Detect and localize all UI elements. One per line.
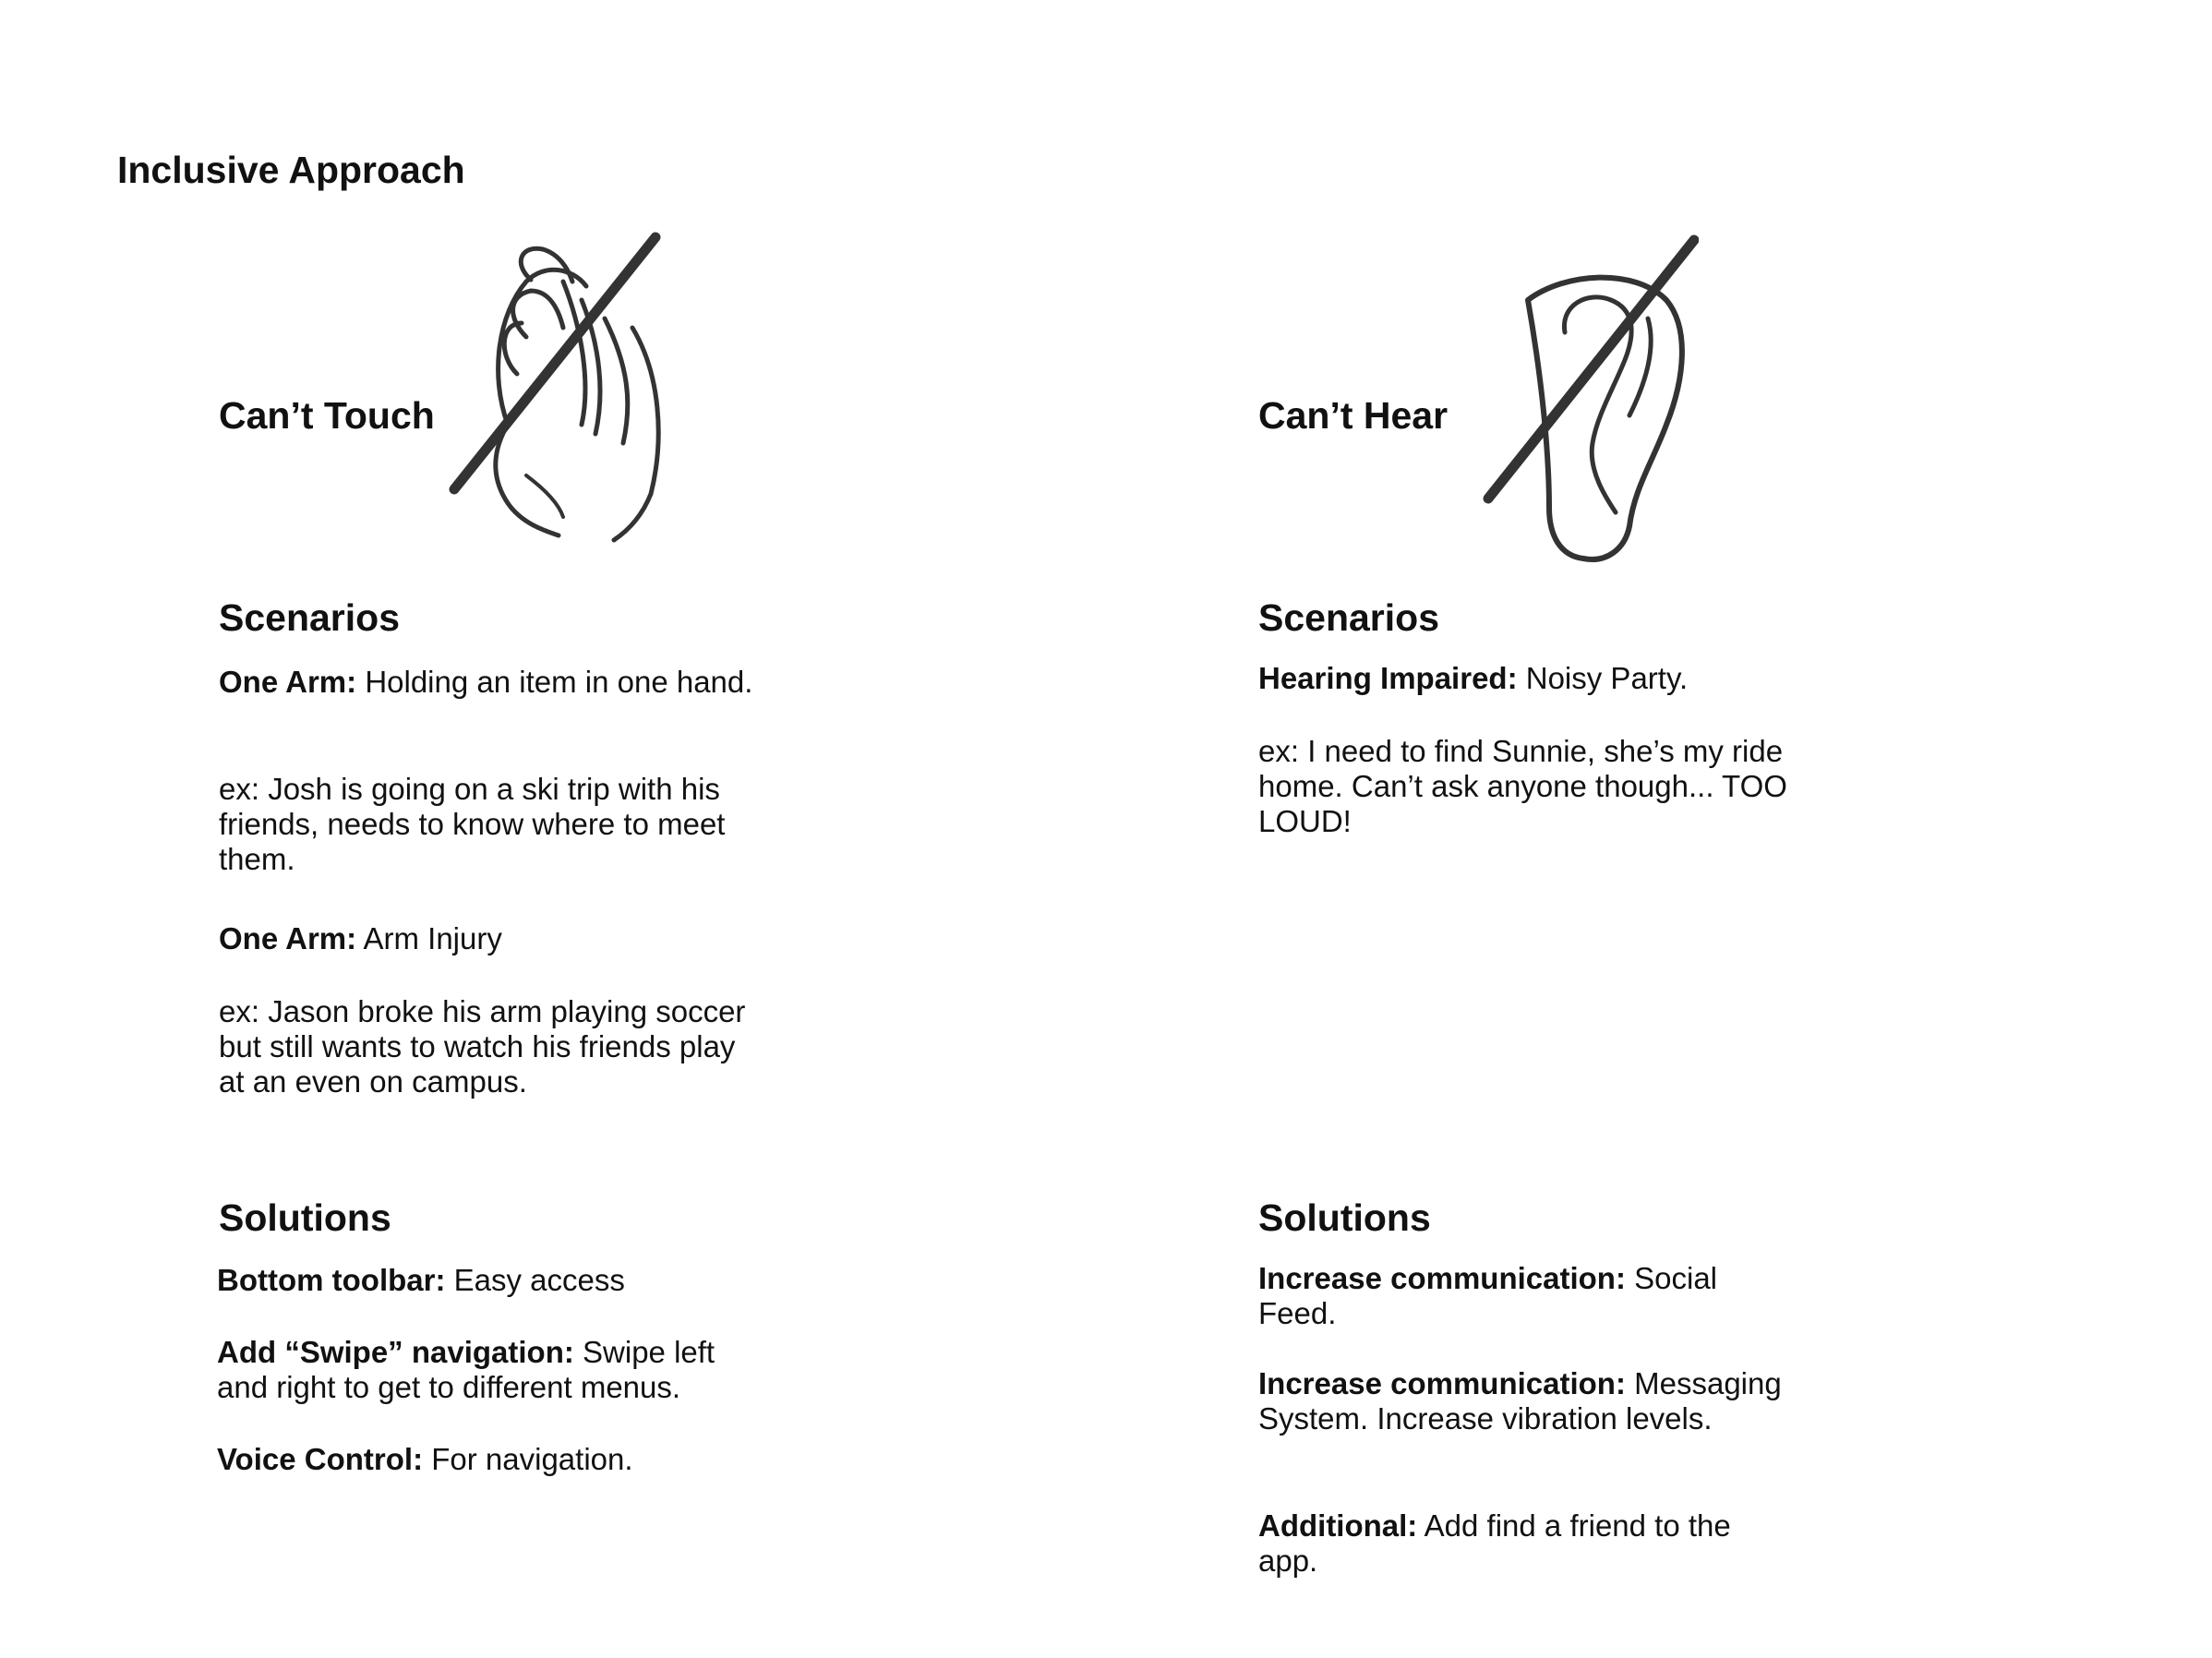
solution-text: Messaging System. Increase vibration levels.	[1258, 1366, 1782, 1436]
solution-item	[217, 1263, 752, 1298]
solution-text: Easy access	[453, 1263, 625, 1297]
solution-label: Voice Control:	[217, 1442, 424, 1476]
solution-label: Increase communication:	[1258, 1261, 1626, 1295]
scenario-label: Hearing Impaired:	[1258, 661, 1518, 695]
scenario-item	[219, 921, 754, 956]
solution-label: Increase communication:	[1258, 1366, 1626, 1400]
ear-crossed-out-icon	[1477, 231, 1699, 568]
page-title: Inclusive Approach	[117, 149, 465, 191]
scenario-example: ex: Jason broke his arm playing soccer but still wants to watch his friends play at an even on campus.	[219, 994, 746, 1099]
solution-text: For navigation.	[431, 1442, 633, 1476]
solution-text: Add find a friend to the app.	[1258, 1508, 1731, 1578]
scenario-text: Arm Injury	[363, 921, 502, 955]
solution-item	[217, 1335, 752, 1405]
scenario-text: Holding an item in one hand.	[365, 665, 753, 699]
solution-label: Additional:	[1258, 1508, 1418, 1543]
column-title-cant-touch: Can’t Touch	[219, 394, 435, 437]
solution-text: Social Feed.	[1258, 1261, 1718, 1330]
scenario-item	[219, 665, 754, 700]
solution-label: Bottom toolbar:	[217, 1263, 446, 1297]
column-title-cant-hear: Can’t Hear	[1258, 394, 1449, 437]
solutions-heading-cant-touch: Solutions	[219, 1196, 391, 1239]
solutions-heading-cant-hear: Solutions	[1258, 1196, 1431, 1239]
hand-crossed-out-icon	[443, 226, 674, 545]
scenarios-heading-cant-hear: Scenarios	[1258, 596, 1439, 639]
scenario-label: One Arm:	[219, 921, 357, 955]
scenario-text: Noisy Party.	[1525, 661, 1689, 695]
scenario-item	[1258, 661, 1794, 696]
solution-text: Swipe left and right to get to different menus.	[217, 1335, 715, 1404]
scenarios-heading-cant-touch: Scenarios	[219, 596, 400, 639]
solution-item	[1258, 1261, 1794, 1331]
solution-label: Add “Swipe” navigation:	[217, 1335, 574, 1369]
scenario-label: One Arm:	[219, 665, 357, 699]
solution-item	[217, 1442, 752, 1477]
scenario-example: ex: Josh is going on a ski trip with his friends, needs to know where to meet them.	[219, 772, 726, 876]
scenario-example: ex: I need to find Sunnie, she’s my ride home. Can’t ask anyone though... TOO LOUD!	[1258, 734, 1787, 838]
solution-item	[1258, 1508, 1794, 1579]
solution-item	[1258, 1366, 1794, 1436]
